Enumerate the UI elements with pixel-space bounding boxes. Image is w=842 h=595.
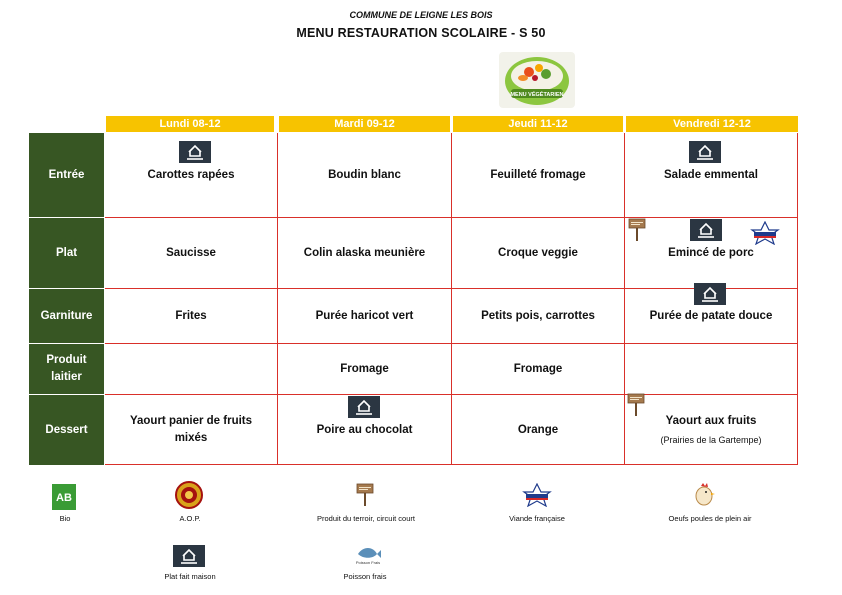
bio-icon xyxy=(52,484,76,510)
laitier-jeudi: Fromage xyxy=(513,362,563,375)
dessert-vendredi-label: Yaourt aux fruits xyxy=(665,415,757,427)
fait-maison-icon xyxy=(694,283,726,305)
row-header-entree: Entrée xyxy=(29,133,104,217)
garniture-jeudi: Petits pois, carrottes xyxy=(481,309,595,322)
aop-icon xyxy=(175,481,203,509)
row-header-dessert: Dessert xyxy=(29,395,104,465)
commune-name: COMMUNE DE LEIGNE LES BOIS xyxy=(349,10,493,20)
terroir-icon xyxy=(356,482,374,506)
menu-vegetarien-logo xyxy=(499,52,575,108)
grid-line xyxy=(797,133,798,465)
day-header-lundi: Lundi 08-12 xyxy=(106,116,274,132)
day-header-jeudi: Jeudi 11-12 xyxy=(453,116,623,132)
row-header-laitier-line1: Produit xyxy=(46,354,87,366)
laitier-mardi: Fromage xyxy=(340,362,389,375)
legend-oeufs-label: Oeufs poules de plein air xyxy=(668,514,752,523)
row-header-garniture: Garniture xyxy=(29,289,104,343)
plat-lundi: Saucisse xyxy=(166,246,216,259)
entree-lundi: Carottes rapées xyxy=(147,168,235,181)
entree-jeudi: Feuilleté fromage xyxy=(490,168,586,181)
fait-maison-icon xyxy=(690,219,722,241)
fait-maison-icon xyxy=(173,545,205,567)
plat-mardi: Colin alaska meunière xyxy=(303,246,426,259)
dessert-vendredi xyxy=(625,412,797,450)
legend-terroir-label: Produit du terroir, circuit court xyxy=(317,514,415,523)
laitier-vendredi xyxy=(625,354,797,384)
laitier-lundi xyxy=(105,354,277,384)
legend-fait-maison-label: Plat fait maison xyxy=(164,572,216,581)
day-header-mardi: Mardi 09-12 xyxy=(279,116,450,132)
logo-text: MENU VÉGÉTARIEN xyxy=(510,92,564,98)
terroir-icon xyxy=(627,392,645,416)
plat-jeudi: Croque veggie xyxy=(498,246,578,259)
egg-chicken-icon xyxy=(692,480,716,508)
dessert-jeudi: Orange xyxy=(517,423,559,436)
poisson-frais-icon xyxy=(355,543,381,565)
dessert-lundi: Yaourt panier de fruits mixés xyxy=(129,415,253,444)
bio-logo-text: AB xyxy=(56,492,72,504)
row-header-produit-laitier xyxy=(29,344,104,394)
legend-poisson-label: Poisson frais xyxy=(343,572,387,581)
garniture-lundi: Frites xyxy=(175,309,207,322)
fait-maison-icon xyxy=(348,396,380,418)
plat-vendredi: Emincé de porc xyxy=(668,246,754,259)
page-title: MENU RESTAURATION SCOLAIRE - S 50 xyxy=(296,26,546,40)
dessert-vendredi-note: (Prairies de la Gartempe) xyxy=(660,435,762,445)
fait-maison-icon xyxy=(179,141,211,163)
entree-vendredi: Salade emmental xyxy=(664,168,758,181)
viande-francaise-icon xyxy=(522,483,552,507)
poisson-logo-text: Poisson Frais xyxy=(355,560,381,565)
fait-maison-icon xyxy=(689,141,721,163)
garniture-mardi: Purée haricot vert xyxy=(315,309,414,322)
legend-viande-label: Viande française xyxy=(509,514,565,523)
dessert-mardi: Poire au chocolat xyxy=(316,423,413,436)
legend-bio-label: Bio xyxy=(59,514,71,523)
day-header-vendredi: Vendredi 12-12 xyxy=(626,116,798,132)
entree-mardi: Boudin blanc xyxy=(328,168,401,181)
legend-aop-label: A.O.P. xyxy=(179,514,201,523)
terroir-icon xyxy=(628,217,646,241)
row-header-laitier-line2: laitier xyxy=(51,371,82,383)
row-header-plat: Plat xyxy=(29,218,104,288)
viande-francaise-icon xyxy=(750,221,780,245)
garniture-vendredi: Purée de patate douce xyxy=(649,309,773,322)
